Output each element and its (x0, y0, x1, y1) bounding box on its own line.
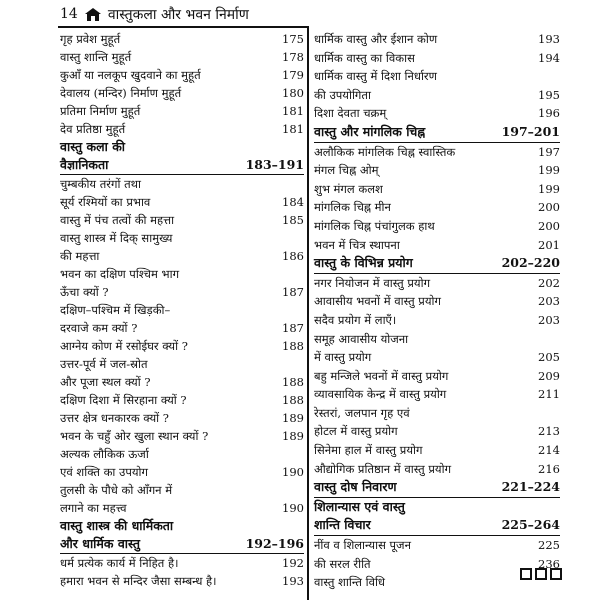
toc-entry (60, 554, 304, 572)
toc-entry (314, 143, 560, 162)
entry-page-number: 183–191 (245, 157, 304, 172)
entry-title: वास्तु में पंच तत्वों की महत्ता (60, 213, 175, 227)
toc-entry (314, 404, 560, 423)
entry-title: उत्तर क्षेत्र धनकारक क्यों ? (60, 411, 169, 425)
entry-page-number: 181 (282, 122, 304, 136)
toc-entry (60, 211, 304, 229)
entry-title: शुभ मंगल कलश (314, 181, 383, 196)
entry-page-number: 209 (538, 368, 560, 383)
toc-entry (60, 427, 304, 445)
entry-page-number: 192 (282, 556, 304, 570)
end-ornament (520, 568, 562, 580)
entry-page-number: 213 (538, 424, 560, 439)
entry-page-number: 187 (282, 321, 304, 335)
entry-title: वास्तु दोष निवारण (314, 479, 397, 495)
toc-entry (60, 66, 304, 84)
entry-page-number: 189 (282, 411, 304, 425)
square-icon (520, 568, 532, 580)
toc-entry (314, 198, 560, 217)
entry-page-number: 197 (538, 144, 560, 159)
page-header (60, 3, 249, 25)
entry-page-number: 193 (282, 574, 304, 588)
toc-entry (60, 301, 304, 319)
entry-title: दिशा देवता चक्रम् (314, 106, 387, 121)
toc-entry (60, 120, 304, 138)
toc-entry (60, 102, 304, 120)
entry-title: मांगलिक चिह्न पंचांगुलक हाथ (314, 218, 435, 233)
toc-section-heading (314, 254, 560, 274)
entry-title: देवालय (मन्दिर) निर्माण मुहूर्त (60, 86, 182, 100)
toc-entry (60, 84, 304, 102)
entry-page-number: 199 (538, 181, 560, 196)
entry-title: समूह आवासीय योजना (314, 331, 409, 346)
entry-title: वास्तु शान्ति मुहूर्त (60, 50, 132, 64)
entry-page-number: 189 (282, 429, 304, 443)
entry-title: चुम्बकीय तरंगों तथा (60, 177, 141, 191)
entry-title: अल्यक लौकिक ऊर्जा (60, 447, 149, 461)
page-number: 14 (60, 6, 78, 22)
entry-title: नींव व शिलान्यास पूजन (314, 538, 411, 553)
entry-title: व्यावसायिक केन्द्र में वास्तु प्रयोग (314, 387, 447, 402)
square-icon (550, 568, 562, 580)
entry-title: वास्तु और मांगलिक चिह्न (314, 123, 426, 139)
entry-page-number: 203 (538, 294, 560, 309)
toc-entry (60, 355, 304, 373)
entry-title: भवन का दक्षिण पश्चिम भाग (60, 267, 180, 281)
toc-entry (60, 499, 304, 517)
entry-title: आग्नेय कोण में रसोईघर क्यों ? (60, 339, 188, 353)
toc-entry (314, 274, 560, 293)
entry-title: धार्मिक वास्तु और ईशान कोण (314, 32, 438, 46)
entry-title: गृह प्रवेश मुहूर्त (60, 32, 121, 46)
toc-section-heading (60, 535, 304, 554)
entry-title: शान्ति विचार (314, 517, 371, 533)
entry-page-number: 200 (538, 200, 560, 215)
entry-page-number: 216 (538, 461, 560, 476)
entry-page-number: 193 (538, 32, 560, 46)
entry-title: दक्षिण–पश्चिम में खिड़की– (60, 303, 171, 317)
entry-title: की उपयोगिता (314, 87, 371, 102)
entry-page-number: 187 (282, 285, 304, 299)
toc-entry (314, 385, 560, 404)
entry-title: वास्तु कला की (60, 139, 126, 154)
toc-entry (60, 30, 304, 48)
entry-page-number: 190 (282, 501, 304, 515)
toc-entry (60, 319, 304, 337)
toc-entry (314, 104, 560, 123)
toc-entry (60, 283, 304, 301)
entry-page-number: 180 (282, 86, 304, 100)
entry-page-number: 200 (538, 218, 560, 233)
entry-title: होटल में वास्तु प्रयोग (314, 424, 398, 439)
toc-section-heading (314, 498, 560, 517)
entry-title: की सरल रीति (314, 556, 371, 571)
entry-page-number: 181 (282, 104, 304, 118)
toc-entry (60, 445, 304, 463)
toc-entry (314, 236, 560, 255)
toc-entry (60, 247, 304, 265)
entry-page-number: 192–196 (245, 536, 304, 551)
entry-title: वास्तु शास्त्र की धार्मिकता (60, 518, 174, 533)
entry-title: में वास्तु प्रयोग (314, 350, 372, 365)
entry-page-number: 205 (538, 350, 560, 365)
toc-entry (314, 536, 560, 555)
entry-title: धार्मिक वास्तु में दिशा निर्धारण (314, 69, 437, 84)
toc-entry (60, 229, 304, 247)
entry-page-number: 236 (538, 556, 560, 571)
toc-entry (60, 193, 304, 211)
entry-page-number: 185 (282, 213, 304, 227)
entry-title: और धार्मिक वास्तु (60, 536, 141, 551)
entry-page-number: 214 (538, 443, 560, 458)
entry-title: कुआँ या नलकूप खुदवाने का मुहूर्त (60, 68, 201, 82)
toc-section-heading (314, 516, 560, 536)
toc-entry (314, 67, 560, 86)
entry-title: हमारा भवन से मन्दिर जैसा सम्बन्ध है। (60, 574, 217, 588)
entry-page-number: 188 (282, 339, 304, 353)
entry-page-number: 194 (538, 50, 560, 65)
entry-title: भवन के चहुँ ओर खुला स्थान क्यों ? (60, 429, 209, 443)
entry-title: नगर नियोजन में वास्तु प्रयोग (314, 275, 431, 290)
entry-page-number: 211 (538, 387, 560, 402)
entry-page-number: 188 (282, 393, 304, 407)
entry-title: ऊँचा क्यों ? (60, 285, 109, 299)
entry-page-number: 202–220 (501, 255, 560, 271)
toc-entry (314, 422, 560, 441)
entry-title: दक्षिण दिशा में सिरहाना क्यों ? (60, 393, 187, 407)
toc-entry (314, 86, 560, 105)
toc-entry (60, 572, 304, 590)
entry-page-number: 202 (538, 275, 560, 290)
toc-entry (314, 161, 560, 180)
entry-title: आवासीय भवनों में वास्तु प्रयोग (314, 294, 441, 309)
house-icon (84, 7, 102, 21)
toc-entry (314, 311, 560, 330)
entry-page-number: 197–201 (501, 123, 560, 139)
entry-title: अलौकिक मांगलिक चिह्न स्वास्तिक (314, 144, 456, 159)
entry-title: शिलान्यास एवं वास्तु (314, 498, 405, 514)
toc-left-column (60, 30, 304, 590)
entry-page-number: 175 (282, 32, 304, 46)
entry-title: देव प्रतिष्ठा मुहूर्त (60, 122, 126, 136)
entry-title: तुलसी के पौधे को आँगन में (60, 483, 173, 497)
entry-title: वास्तु शास्त्र में दिक् सामुख्य (60, 231, 173, 245)
toc-entry (60, 391, 304, 409)
toc-entry (60, 265, 304, 283)
entry-title: वास्तु शान्ति विधि (314, 575, 386, 590)
entry-page-number: 203 (538, 312, 560, 327)
toc-section-heading (314, 478, 560, 498)
toc-entry (314, 217, 560, 236)
entry-page-number: 201 (538, 237, 560, 252)
entry-title: उत्तर-पूर्व में जल-स्रोत (60, 357, 148, 371)
entry-page-number: 184 (282, 195, 304, 209)
entry-page-number: 178 (282, 50, 304, 64)
entry-page-number: 179 (282, 68, 304, 82)
column-divider (307, 26, 309, 600)
toc-entry (60, 373, 304, 391)
entry-page-number: 195 (538, 87, 560, 102)
entry-title: रेस्तरां, जलपान गृह एवं (314, 405, 410, 420)
square-icon (535, 568, 547, 580)
entry-page-number: 188 (282, 375, 304, 389)
toc-entry (314, 49, 560, 68)
entry-title: भवन में चित्र स्थापना (314, 237, 400, 252)
entry-page-number: 225 (538, 538, 560, 553)
entry-title: लगाने का महत्त्व (60, 501, 127, 515)
entry-title: और पूजा स्थल क्यों ? (60, 375, 151, 389)
toc-entry (60, 175, 304, 193)
entry-title: सिनेमा हाल में वास्तु प्रयोग (314, 443, 423, 458)
toc-section-heading (60, 138, 304, 156)
entry-title: धार्मिक वास्तु का विकास (314, 50, 415, 65)
toc-entry (60, 337, 304, 355)
toc-entry (314, 441, 560, 460)
toc-entry (314, 348, 560, 367)
entry-title: एवं शक्ति का उपयोग (60, 465, 149, 479)
entry-page-number: 225–264 (501, 517, 560, 533)
entry-page-number: 196 (538, 106, 560, 121)
toc-section-heading (314, 123, 560, 143)
toc-entry (314, 460, 560, 479)
entry-title: दरवाजे कम क्यों ? (60, 321, 138, 335)
toc-entry (60, 48, 304, 66)
entry-title: धर्म प्रत्येक कार्य में निहित है। (60, 556, 179, 570)
toc-entry (60, 463, 304, 481)
entry-title: सदैव प्रयोग में लाएँ। (314, 312, 397, 327)
toc-entry (314, 367, 560, 386)
toc-right-column (314, 30, 560, 592)
entry-title: की महत्ता (60, 249, 100, 263)
entry-title: मांगलिक चिह्न मीन (314, 200, 391, 215)
entry-title: प्रतिमा निर्माण मुहूर्त (60, 104, 141, 118)
header-rule (58, 26, 308, 28)
toc-entry (314, 292, 560, 311)
entry-page-number: 221–224 (501, 479, 560, 495)
toc-section-heading (60, 517, 304, 535)
toc-section-heading (60, 156, 304, 175)
toc-entry (60, 409, 304, 427)
entry-page-number: 199 (538, 163, 560, 178)
toc-entry (60, 481, 304, 499)
entry-title: बहु मन्जिले भवनों में वास्तु प्रयोग (314, 368, 449, 383)
toc-entry (314, 330, 560, 349)
entry-title: वास्तु के विभिन्न प्रयोग (314, 255, 413, 271)
entry-page-number: 186 (282, 249, 304, 263)
entry-title: औद्योगिक प्रतिष्ठान में वास्तु प्रयोग (314, 461, 452, 476)
toc-entry (314, 180, 560, 199)
toc-entry (314, 30, 560, 49)
entry-title: सूर्य रश्मियों का प्रभाव (60, 195, 151, 209)
entry-title: वैज्ञानिकता (60, 157, 109, 172)
entry-page-number: 190 (282, 465, 304, 479)
entry-title: मंगल चिह्न ओम् (314, 163, 379, 178)
book-title: वास्तुकला और भवन निर्माण (107, 6, 249, 23)
